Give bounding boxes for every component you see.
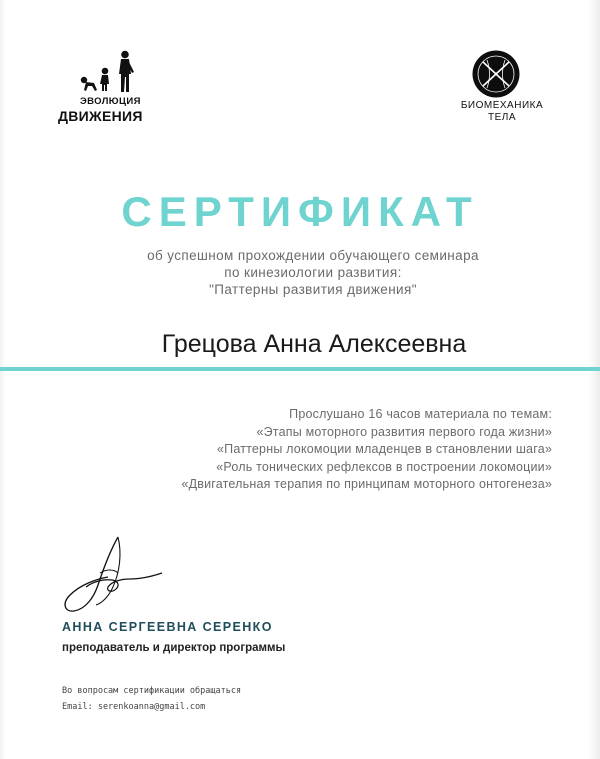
topic-item: «Этапы моторного развития первого года жизни» [256,424,552,439]
biomechanics-logo-line2: ТЕЛА [487,112,516,123]
page-left-shadow [0,0,6,759]
topics-block [52,406,552,494]
evolution-logo-line2: ДВИЖЕНИЯ [58,108,143,124]
circle-x-emblem-icon [472,50,520,98]
accent-divider [0,367,600,371]
subtitle-line-2: по кинезиологии развития: [224,265,402,280]
evolution-figures-icon [78,50,140,94]
recipient-name: Грецова Анна Алексеевна [161,330,467,358]
signer-role: преподаватель и директор программы [62,642,286,654]
evolution-logo-line1: ЭВОЛЮЦИЯ [80,96,141,107]
topic-item: «Паттерны локомоции младенцев в становлении шага» [216,442,552,456]
subtitle-line-1: об успешном прохождении обучающего семинара [147,248,479,263]
topic-item: «Роль тонических рефлексов в построении локомоции» [216,459,552,474]
contact-note: Во вопросам сертификации обращаться [62,686,242,696]
certificate-title: СЕРТИФИКАТ [121,188,479,235]
handwritten-signature [60,533,170,615]
topics-intro: Прослушано 16 часов материала по темам: [289,407,552,421]
biomechanics-logo-line1: БИОМЕХАНИКА [460,100,544,111]
topic-item: «Двигательная терапия по принципам моторного онтогенеза» [181,477,552,491]
biomechanics-logo [450,46,550,130]
contact-email: Email: serenkoanna@gmail.com [62,702,206,712]
page-right-shadow [588,0,600,759]
subtitle-line-3: "Паттерны развития движения" [209,282,417,297]
evolution-logo [58,50,158,124]
signer-name: АННА СЕРГЕЕВНА СЕРЕНКО [62,620,273,634]
